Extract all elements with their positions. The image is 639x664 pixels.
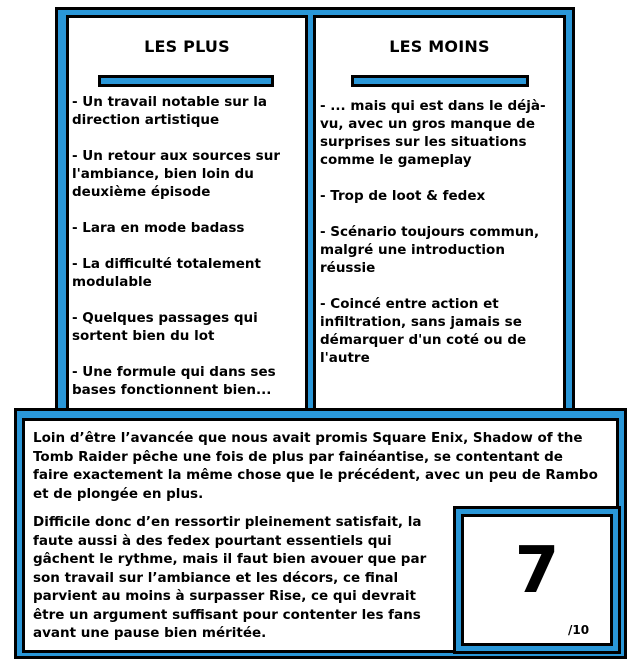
pros-item: - Une formule qui dans ses bases fonctionnent bien... (72, 364, 276, 398)
score-box (461, 514, 613, 646)
pros-item: - Quelques passages qui sortent bien du lot (72, 310, 258, 344)
cons-title-underline (351, 75, 529, 87)
score-max: /10 (568, 623, 590, 637)
cons-item: - ... mais qui est dans le déjà-vu, avec un gros manque de surprises sur les situations comme le gameplay (320, 98, 546, 168)
pros-item: - Lara en mode badass (72, 220, 245, 236)
cons-item: - Trop de loot & fedex (320, 188, 486, 204)
verdict-paragraph: Difficile donc d’en ressortir pleinement satisfait, la faute aussi à des fedex pourtant essentiels qui gâchent le rythme, mais il faut bien avouer que par son travail sur l’ambiance et les décors, ce final parvient au moins à surpasser Rise, ce qui devrait être un argument suffisant pour contenter les fans avant une pause bien méritée. (33, 514, 427, 641)
cons-item: - Coincé entre action et infiltration, sans jamais se démarquer d'un coté ou de l'autre (320, 296, 527, 366)
cons-column (313, 15, 566, 411)
cons-item: - Scénario toujours commun, malgré une introduction réussie (320, 224, 540, 276)
cons-title: LES MOINS (389, 37, 490, 56)
score-value: 7 (514, 534, 560, 608)
cons-list (320, 97, 562, 385)
pros-item: - Un retour aux sources sur l'ambiance, bien loin du deuxième épisode (72, 148, 280, 200)
pros-list (72, 93, 304, 417)
pros-title-underline (98, 75, 274, 87)
pros-item: - Un travail notable sur la direction artistique (72, 94, 267, 128)
pros-title: LES PLUS (144, 37, 230, 56)
verdict-paragraph: Loin d’être l’avancée que nous avait promis Square Enix, Shadow of the Tomb Raider pêche une fois de plus par fainéantise, se contentant de faire exactement la même chose que le précédent, avec un peu de Rambo et de plongée en plus. (33, 430, 598, 502)
pros-item: - La difficulté totalement modulable (72, 256, 261, 290)
pros-column (66, 15, 308, 411)
